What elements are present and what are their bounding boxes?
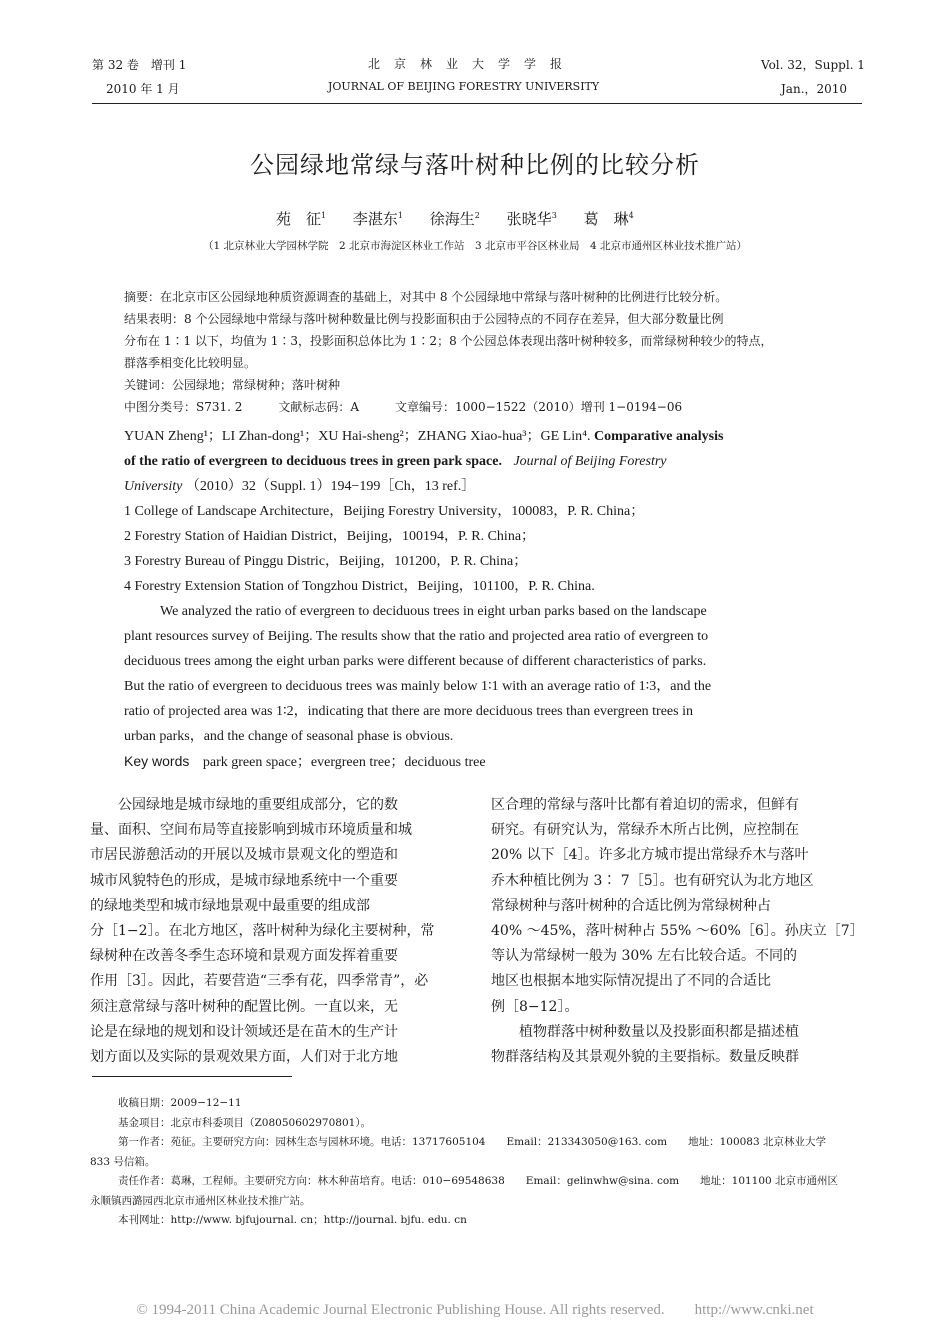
footnote-corresponding-author: 责任作者：葛琳，工程师。主要研究方向：林木种苗培育。电话：010−69548638 Email：gelinwhw@sina. com 地址：101100 北京市通州区 [118, 1175, 839, 1187]
body-column-right [491, 793, 863, 1070]
body-line: 研究。有研究认为，常绿乔木所占比例，应控制在 [491, 822, 799, 839]
citation-en [124, 424, 723, 599]
footnote-first-author: 833 号信箱。 [90, 1155, 156, 1168]
header-date-en: Jan.，2010 [781, 82, 848, 96]
abstract-line: 分布在 1∶1 以下，均值为 1∶3，投影面积总体比为 1∶2；8 个公园总体表现出落叶树种较多，而常绿树种较少的特点， [124, 334, 773, 348]
abstract-line: 群落季相变化比较明显。 [124, 356, 257, 370]
body-line: 等认为常绿树一般为 30% 左右比较合适。不同的 [491, 948, 798, 965]
header-rule [92, 103, 862, 104]
body-line: 的绿地类型和城市绿地景观中最重要的组成部 [90, 897, 370, 914]
body-line: 绿树种在改善冬季生态环境和景观方面发挥着重要 [90, 948, 398, 965]
affiliations-zh: （1 北京林业大学园林学院 2 北京市海淀区林业工作站 3 北京市平谷区林业局 4 北京市通州区林业技术推广站） [202, 240, 748, 252]
body-line: 论是在绿地的规划和设计领域还是在苗木的生产计 [90, 1023, 398, 1040]
abstract-en-line: urban parks，and the change of seasonal phase is obvious. [124, 729, 454, 744]
footnote-first-author: 第一作者：苑征。主要研究方向：园林生态与园林环境。电话：13717605104 Email：213343050@163. com 地址：100083 北京林业大学 [118, 1136, 826, 1148]
footnote-received: 收稿日期：2009−12−11 [118, 1097, 242, 1109]
body-line: 例［8−12］。 [491, 998, 579, 1015]
paper-title: 公园绿地常绿与落叶树种比例的比较分析 [250, 151, 700, 179]
affiliation-en: 3 Forestry Bureau of Pinggu Distric，Beijing，101200，P. R. China； [124, 554, 528, 569]
author-name: 张晓华 [506, 210, 552, 228]
body-line: 分［1−2］。在北方地区，落叶树种为绿化主要树种，常 [90, 923, 435, 940]
body-line: 市居民游憩活动的开展以及城市景观文化的塑造和 [90, 847, 398, 864]
citation-journal: University [124, 479, 183, 494]
body-line: 划方面以及实际的景观效果方面，人们对于北方地 [90, 1049, 398, 1066]
footnote-website: 本刊网址：http://www. bjfujournal. cn；http://journal. bjfu. edu. cn [118, 1214, 467, 1226]
body-line: 公园绿地是城市绿地的重要组成部分，它的数 [90, 797, 398, 813]
citation-details: （2010）32（Suppl. 1）194−199［Ch，13 ref.］ [185, 479, 476, 494]
body-line: 量、面积、空间布局等直接影响到城市环境质量和城 [90, 822, 412, 839]
keywords-en-label: Key words [124, 753, 190, 769]
abstract-en-line: But the ratio of evergreen to deciduous trees was mainly below 1∶1 with an average ratio of 1∶3，and the [124, 679, 712, 694]
abstract-en [124, 599, 829, 775]
body-line: 40% ～45%，落叶树种占 55% ～60%［6］。孙庆立［7］ [491, 923, 864, 940]
keywords-zh: 关键词：公园绿地；常绿树种；落叶树种 [124, 378, 341, 392]
footnotes [90, 1094, 839, 1231]
body-line: 区合理的常绿与落叶比都有着迫切的需求，但鲜有 [491, 797, 799, 813]
body-line: 物群落结构及其景观外貌的主要指标。数量反映群 [491, 1049, 799, 1066]
abstract-en-line: deciduous trees among the eight urban parks were different because of different characteristics of parks. [124, 654, 707, 669]
journal-name-en: JOURNAL OF BEIJING FORESTRY UNIVERSITY [328, 80, 600, 93]
abstract-en-line: ratio of projected area was 1∶2，indicating that there are more deciduous trees than evergreen trees in [124, 704, 693, 719]
body-line: 城市风貌特色的形成，是城市绿地系统中一个重要 [90, 872, 398, 889]
citation-title: of the ratio of evergreen to deciduous trees in green park space. [124, 454, 502, 469]
abstract-en-line: plant resources survey of Beijing. The results show that the ratio and projected area ratio of evergreen to [124, 629, 709, 644]
abstract-en-line: We analyzed the ratio of evergreen to deciduous trees in eight urban parks based on the landscape [160, 604, 707, 619]
abstract-zh [124, 286, 773, 418]
affiliation-en: 4 Forestry Extension Station of Tongzhou District，Beijing，101100，P. R. China. [124, 579, 595, 594]
citation-journal: Journal of Beijing Forestry [513, 454, 667, 469]
header-volume: 第 32 卷 增刊 1 [92, 58, 187, 72]
header-date: 2010 年 1 月 [106, 82, 180, 96]
citation-title: Comparative analysis [593, 429, 724, 444]
body-line: 植物群落中树种数量以及投影面积都是描述植 [491, 1023, 799, 1040]
author-name: 李湛东 [352, 210, 398, 228]
author-name: 苑 征 [276, 210, 322, 228]
affiliation-en: 1 College of Landscape Architecture，Beijing Forestry University，100083，P. R. China； [124, 504, 645, 519]
author-name: 葛 琳 [583, 210, 629, 228]
footnote-rule [92, 1076, 292, 1077]
classification-line: 中图分类号：S731. 2 文献标志码：A 文章编号：1000−1522（2010）增刊 1−0194−06 [124, 400, 683, 414]
copyright-notice: © 1994-2011 China Academic Journal Electronic Publishing House. All rights reserved. http://www.cnki.net [136, 1302, 814, 1318]
footnote-fund: 基金项目：北京市科委项目（Z08050602970801）。 [118, 1116, 372, 1129]
author-list: 苑 征$^1$ 李湛东$^1$ 徐海生$^2$ 张晓华$^3$ 葛 琳$^4$ [276, 210, 634, 228]
abstract-line: 结果表明：8 个公园绿地中常绿与落叶树种数量比例与投影面积由于公园特点的不同存在差异，但大部分数量比例 [124, 312, 724, 326]
body-line: 作用［3］。因此，若要营造“三季有花，四季常青”，必 [90, 973, 429, 990]
author-name: 徐海生 [429, 210, 475, 228]
body-line: 须注意常绿与落叶树种的配置比例。一直以来，无 [90, 998, 398, 1015]
body-column-left [90, 793, 462, 1070]
footnote-corresponding-author: 永顺镇西潞园西北京市通州区林业技术推广站。 [90, 1194, 311, 1207]
header-vol-en: Vol. 32，Suppl. 1 [761, 58, 865, 72]
body-line: 常绿树种与落叶树种的合适比例为常绿树种占 [491, 897, 771, 914]
keywords-en: park green space；evergreen tree；deciduous tree [202, 755, 486, 770]
citation-authors: YUAN Zheng¹；LI Zhan-dong¹；XU Hai-sheng²；ZHANG Xiao-hua³；GE Lin⁴. [124, 429, 591, 444]
body-line: 地区也根据本地实际情况提出了不同的合适比 [491, 973, 771, 990]
journal-name-zh: 北 京 林 业 大 学 学 报 [368, 57, 564, 71]
body-line: 乔木种植比例为 3∶ 7［5］。也有研究认为北方地区 [491, 872, 814, 889]
body-line: 20% 以下［4］。许多北方城市提出常绿乔木与落叶 [491, 847, 809, 864]
affiliation-en: 2 Forestry Station of Haidian District，Beijing，100194，P. R. China； [124, 529, 536, 544]
abstract-line: 摘要：在北京市区公园绿地种质资源调查的基础上，对其中 8 个公园绿地中常绿与落叶树种的比例进行比较分析。 [124, 290, 728, 304]
